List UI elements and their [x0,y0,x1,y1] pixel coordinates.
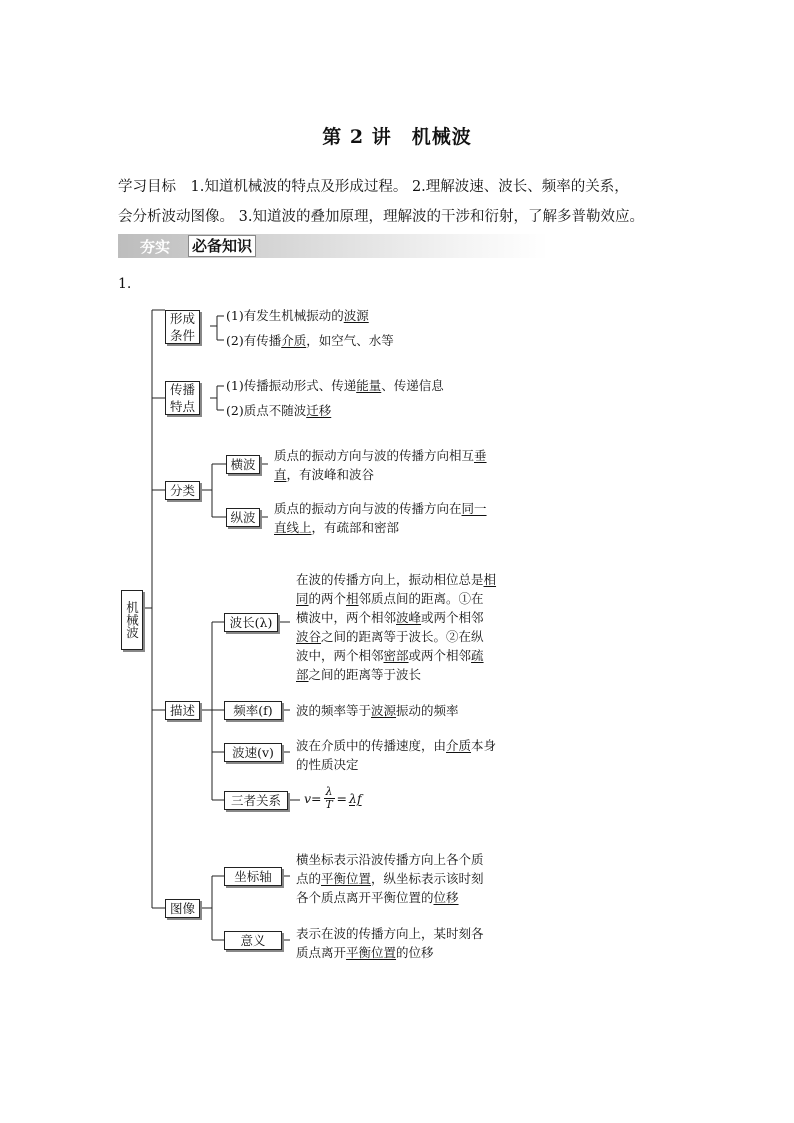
formation-node [165,310,200,344]
speed-desc-post: 本身 [471,738,497,753]
wl-l2a: 的两个 [308,591,347,606]
propagation-item-1-post: 、传递信息 [381,378,444,393]
goals-line-1: 学习目标 1.知道机械波的特点及形成过程。 2.理解波速、波长、频率的关系， [118,179,629,195]
frequency-key: 波源 [371,703,397,718]
formula-key: λf [349,791,362,806]
wl-l5k: 密部 [383,648,409,663]
formation-item-2 [226,331,394,350]
speed-desc-line2: 的性质决定 [296,757,359,772]
description-node [165,701,200,720]
longitudinal-desc-post: ，有疏部和密部 [311,520,400,535]
axes-node [224,867,282,886]
formation-item-2-key: 介质 [281,333,307,348]
axes-desc [296,850,526,907]
wl-l4: 之间的距离等于波长。②在纵 [321,629,484,644]
axes-l2a: 点的 [296,871,322,886]
longitudinal-key-2: 直线上 [274,520,312,535]
transverse-key-2: 直 [274,467,287,482]
meaning-desc [296,924,526,962]
formula-denominator: T [325,798,333,811]
meaning-node [224,931,282,950]
frequency-desc [296,701,459,720]
wl-l1k: 相 [483,572,497,587]
transverse-desc-text: 质点的振动方向与波的传播方向相互 [274,448,475,463]
longitudinal-desc-text: 质点的振动方向与波的传播方向在 [274,501,462,516]
formula-equals: = [336,791,348,806]
transverse-desc [274,446,514,484]
axes-l1: 横坐标表示沿波传播方向上各个质 [296,852,484,867]
relation-node [224,791,288,810]
longitudinal-desc [274,499,514,537]
longitudinal-label: 纵波 [230,510,256,525]
transverse-desc-post: ，有波峰和波谷 [286,467,375,482]
formula-numerator: λ [325,785,333,798]
meaning-label: 意义 [240,933,266,948]
meaning-l2k: 平衡位置 [346,945,397,960]
speed-node [224,743,282,762]
wl-l5k2: 疏 [471,648,484,663]
banner-left-text: 夯实 [140,238,171,256]
wl-l3k: 波峰 [396,610,422,625]
meaning-l2a: 质点离开 [296,945,347,960]
wavelength-node [224,613,278,632]
root-label: 机械波 [124,601,140,639]
banner-right-text: 必备知识 [188,235,256,257]
wl-l6k: 部 [296,667,309,682]
meaning-l1: 表示在波的传播方向上，某时刻各 [296,926,484,941]
transverse-label: 横波 [230,457,256,472]
axes-l2k: 平衡位置 [321,871,372,886]
meaning-l2b: 的位移 [396,945,434,960]
wl-l2k: 同 [296,591,309,606]
formation-item-2-text: (2)有传播 [226,333,282,348]
propagation-item-2-key: 迁移 [306,403,332,418]
root-node [121,590,143,650]
axes-l3a: 各个质点离开平衡位置的 [296,890,434,905]
frequency-label: 频率(f) [233,703,273,718]
transverse-node [226,455,260,474]
wavelength-desc [296,570,516,684]
section-number: 1. [118,276,132,292]
propagation-item-1-text: (1)传播振动形式、传递 [226,378,357,393]
axes-l3k: 位移 [433,890,459,905]
relation-formula [304,786,362,811]
axes-label: 坐标轴 [234,869,272,884]
classification-node [165,481,200,500]
propagation-item-1-key: 能量 [356,378,382,393]
wl-l6: 之间的距离等于波长 [308,667,422,682]
frequency-desc-text: 波的频率等于 [296,703,372,718]
formation-item-1-key: 波源 [343,308,369,323]
wl-l3b: 或两个相邻 [421,610,484,625]
frequency-desc-post: 振动的频率 [396,703,459,718]
frequency-node [224,701,282,720]
formula-fraction [324,786,335,811]
wl-l3: 横波中，两个相邻 [296,610,397,625]
propagation-item-1 [226,376,444,395]
formula-v: v= [304,791,322,806]
wl-l2b: 邻质点间的距离。①在 [358,591,484,606]
propagation-label: 传播特点 [169,382,195,414]
longitudinal-key-1: 同一 [461,501,487,516]
graph-node [165,899,200,918]
wl-l4k: 波谷 [296,629,322,644]
formation-item-1 [226,306,369,325]
wavelength-label: 波长(λ) [229,615,273,630]
page-title: 第 2 讲 机械波 [322,126,472,148]
formation-item-2-post: ，如空气、水等 [306,333,394,348]
wl-l1a: 在波的传播方向上，振动相位总是 [296,572,484,587]
transverse-key-1: 垂 [474,448,487,463]
classification-label: 分类 [169,483,195,498]
speed-key: 介质 [446,738,472,753]
relation-label: 三者关系 [230,793,281,808]
speed-desc-text: 波在介质中的传播速度，由 [296,738,447,753]
speed-desc [296,736,516,774]
longitudinal-node [226,508,260,527]
speed-label: 波速(v) [232,745,274,760]
propagation-node [165,381,200,415]
graph-label: 图像 [169,901,195,916]
propagation-item-2 [226,401,331,420]
formation-label: 形成条件 [169,311,195,343]
goals-line-2: 会分析波动图像。 3.知道波的叠加原理，理解波的干涉和衍射，了解多普勒效应。 [118,209,644,225]
wl-l5b: 或两个相邻 [408,648,472,663]
axes-l2b: ，纵坐标表示该时刻 [371,871,484,886]
propagation-item-2-text: (2)质点不随波 [226,403,307,418]
wl-l2k2: 相 [346,591,359,606]
description-label: 描述 [169,703,195,718]
wl-l5: 波中，两个相邻 [296,648,384,663]
formation-item-1-text: (1)有发生机械振动的 [226,308,344,323]
